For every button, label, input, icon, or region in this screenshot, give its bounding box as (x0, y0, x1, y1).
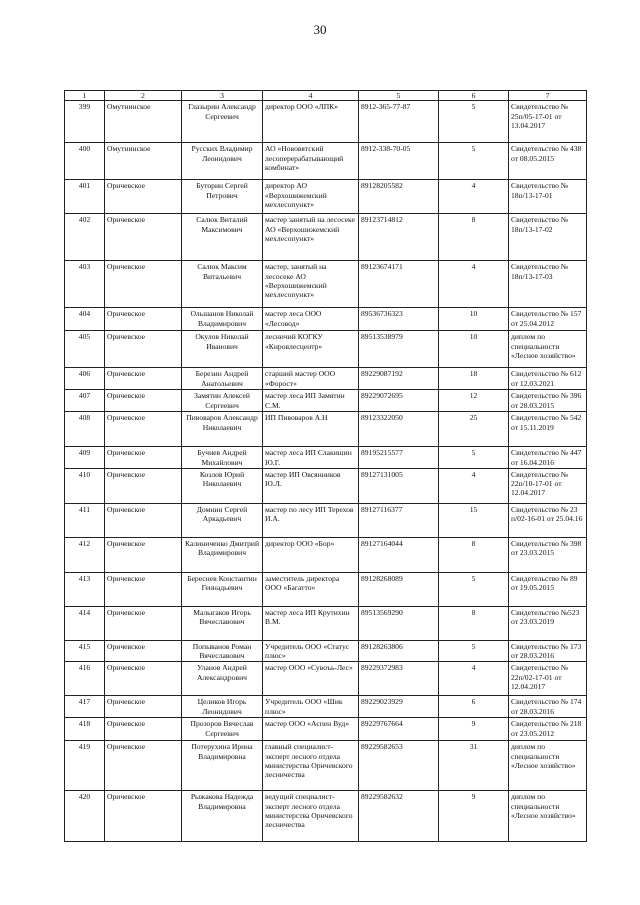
page-number: 30 (313, 22, 327, 37)
document-cell: Свидетельство № 18п/13-17-02 (509, 214, 587, 261)
experience-cell: 8 (439, 537, 509, 572)
name-cell: Окулов Николай Иванович (182, 331, 263, 368)
position-cell: заместитель директора ООО «Багатто» (263, 572, 359, 606)
forestry-cell: Оричевское (105, 261, 182, 308)
document-cell: Свидетельство № 612 от 12.03.2021 (509, 368, 587, 390)
forestry-cell: Оричевское (105, 331, 182, 368)
table-row (65, 741, 587, 791)
table-row (65, 606, 587, 640)
document-cell: диплом по специальности «Лесное хозяйство» (509, 791, 587, 842)
row-number: 402 (65, 214, 105, 261)
name-cell: Целиков Игорь Леонидович (182, 696, 263, 718)
position-cell: мастер леса ИП Крутихин В.М. (263, 606, 359, 640)
experience-cell: 9 (439, 718, 509, 741)
row-number: 399 (65, 101, 105, 143)
table-row (65, 447, 587, 469)
position-cell: директор ООО «Бор» (263, 537, 359, 572)
forestry-cell: Оричевское (105, 696, 182, 718)
phone-cell: 89229582632 (359, 791, 439, 842)
row-number: 406 (65, 368, 105, 390)
document-cell: Свидетельство № 173 от 28.03.2016 (509, 640, 587, 662)
row-number: 419 (65, 741, 105, 791)
phone-cell: 89229767664 (359, 718, 439, 741)
experience-cell: 10 (439, 331, 509, 368)
name-cell: Калиниченко Дмитрий Владимирович (182, 537, 263, 572)
experience-cell: 12 (439, 390, 509, 412)
phone-cell: 8912-338-70-05 (359, 143, 439, 180)
position-cell: мастер леса ИП Слакишин Ю.Г. (263, 447, 359, 469)
forestry-cell: Омутнинское (105, 101, 182, 143)
position-cell: мастер, занятый на лесосеке АО «Верхошижемский мехлесопункт» (263, 261, 359, 308)
forestry-cell: Омутнинское (105, 143, 182, 180)
position-cell: АО «Нововятский лесоперерабатывающий комбинат» (263, 143, 359, 180)
phone-cell: 89127131005 (359, 468, 439, 503)
row-number: 405 (65, 331, 105, 368)
table-row (65, 718, 587, 741)
experience-cell: 25 (439, 412, 509, 447)
row-number: 410 (65, 468, 105, 503)
phone-cell: 89127164044 (359, 537, 439, 572)
experience-cell: 9 (439, 791, 509, 842)
position-cell: мастер леса ООО «Лесовод» (263, 308, 359, 331)
row-number: 401 (65, 180, 105, 214)
phone-cell: 89229582653 (359, 741, 439, 791)
name-cell: Русских Владимир Леонидович (182, 143, 263, 180)
name-cell: Салюк Виталий Максимович (182, 214, 263, 261)
position-cell: Учредитель ООО «Шик плюс» (263, 696, 359, 718)
table-row (65, 368, 587, 390)
row-number: 417 (65, 696, 105, 718)
column-header: 2 (105, 91, 182, 101)
forestry-cell: Оричевское (105, 412, 182, 447)
table-row (65, 390, 587, 412)
phone-cell: 89229023929 (359, 696, 439, 718)
name-cell: Березин Андрей Анатольевич (182, 368, 263, 390)
table-row (65, 412, 587, 447)
forestry-cell: Оричевское (105, 741, 182, 791)
phone-cell: 89128268089 (359, 572, 439, 606)
experience-cell: 15 (439, 503, 509, 537)
document-cell: Свидетельство № 398 от 23.03.2015 (509, 537, 587, 572)
name-cell: Буторин Сергей Петрович (182, 180, 263, 214)
forestry-cell: Оричевское (105, 537, 182, 572)
phone-cell: 89128263806 (359, 640, 439, 662)
table-row (65, 101, 587, 143)
document-cell: диплом по специальности «Лесное хозяйство» (509, 331, 587, 368)
column-header: 5 (359, 91, 439, 101)
column-header: 1 (65, 91, 105, 101)
position-cell: мастер по лесу ИП Терехов И.А. (263, 503, 359, 537)
phone-cell: 89123714812 (359, 214, 439, 261)
forestry-cell: Оричевское (105, 572, 182, 606)
document-cell: Свидетельство № 25п/05-17-01 от 13.04.2017 (509, 101, 587, 143)
column-number-row (65, 91, 587, 101)
position-cell: мастер ООО «Аспен Вуд» (263, 718, 359, 741)
row-number: 416 (65, 662, 105, 696)
experience-cell: 5 (439, 143, 509, 180)
specialists-table (64, 90, 587, 842)
document-cell: Свидетельство № 542 от 15.11.2019 (509, 412, 587, 447)
row-number: 408 (65, 412, 105, 447)
name-cell: Попыванов Роман Вячеславович (182, 640, 263, 662)
table-row (65, 572, 587, 606)
phone-cell: 89127116377 (359, 503, 439, 537)
row-number: 407 (65, 390, 105, 412)
position-cell: старший мастер ООО «Форост» (263, 368, 359, 390)
forestry-cell: Оричевское (105, 390, 182, 412)
row-number: 413 (65, 572, 105, 606)
column-header: 3 (182, 91, 263, 101)
table-row (65, 696, 587, 718)
name-cell: Салюк Максим Витальевич (182, 261, 263, 308)
name-cell: Малыгаков Игорь Вячеславович (182, 606, 263, 640)
row-number: 404 (65, 308, 105, 331)
table-row (65, 214, 587, 261)
row-number: 409 (65, 447, 105, 469)
forestry-cell: Оричевское (105, 214, 182, 261)
name-cell: Пивоваров Александр Николаевич (182, 412, 263, 447)
position-cell: директор АО «Верхошижемский мехлесопункт» (263, 180, 359, 214)
forestry-cell: Оричевское (105, 606, 182, 640)
row-number: 412 (65, 537, 105, 572)
table-row (65, 143, 587, 180)
position-cell: мастер ИП Овсянников Ю.Л. (263, 468, 359, 503)
experience-cell: 8 (439, 214, 509, 261)
forestry-cell: Оричевское (105, 308, 182, 331)
phone-cell: 89229087192 (359, 368, 439, 390)
position-cell: мастер ООО «Сувоъь-Лес» (263, 662, 359, 696)
forestry-cell: Оричевское (105, 791, 182, 842)
name-cell: Бучнев Андрей Михайлович (182, 447, 263, 469)
forestry-cell: Оричевское (105, 368, 182, 390)
table-row (65, 308, 587, 331)
name-cell: Уланов Андрей Александрович (182, 662, 263, 696)
row-number: 418 (65, 718, 105, 741)
row-number: 411 (65, 503, 105, 537)
forestry-cell: Оричевское (105, 447, 182, 469)
name-cell: Потерухина Ирина Владимировна (182, 741, 263, 791)
position-cell: ведущий специалист-эксперт лесного отдела министерства Оричевского лесничества (263, 791, 359, 842)
forestry-cell: Оричевское (105, 468, 182, 503)
table-row (65, 261, 587, 308)
experience-cell: 4 (439, 662, 509, 696)
row-number: 400 (65, 143, 105, 180)
name-cell: Козлов Юрий Николаевич (182, 468, 263, 503)
table-row (65, 640, 587, 662)
phone-cell: 89536736323 (359, 308, 439, 331)
experience-cell: 4 (439, 261, 509, 308)
table-row (65, 662, 587, 696)
document-cell: Свидетельство № 438 от 08.05.2015 (509, 143, 587, 180)
row-number: 414 (65, 606, 105, 640)
phone-cell: 89229072695 (359, 390, 439, 412)
experience-cell: 5 (439, 640, 509, 662)
document-cell: диплом по специальности «Лесное хозяйство» (509, 741, 587, 791)
name-cell: Домнин Сергей Аркадьевич (182, 503, 263, 537)
experience-cell: 5 (439, 572, 509, 606)
phone-cell: 89123322050 (359, 412, 439, 447)
experience-cell: 8 (439, 606, 509, 640)
forestry-cell: Оричевское (105, 180, 182, 214)
experience-cell: 4 (439, 180, 509, 214)
phone-cell: 89513538979 (359, 331, 439, 368)
position-cell: Учредитель ООО «Статус плюс» (263, 640, 359, 662)
table-row (65, 503, 587, 537)
name-cell: Береснев Константин Геннадьевич (182, 572, 263, 606)
document-cell: Свидетельство № 396 от 28.03.2015 (509, 390, 587, 412)
document-cell: Свидетельство № 22п/02-17-01 от 12.04.2017 (509, 662, 587, 696)
document-cell: Свидетельство № 22п/10-17-01 от 12.04.2017 (509, 468, 587, 503)
phone-cell: 89513569290 (359, 606, 439, 640)
position-cell: директор ООО «ЛПК» (263, 101, 359, 143)
position-cell: мастер леса ИП Замятин С.М. (263, 390, 359, 412)
name-cell: Ольшанов Николай Владимирович (182, 308, 263, 331)
row-number: 403 (65, 261, 105, 308)
phone-cell: 8912-365-77-87 (359, 101, 439, 143)
document-cell: Свидетельство № 18п/13-17-03 (509, 261, 587, 308)
phone-cell: 89195215577 (359, 447, 439, 469)
experience-cell: 6 (439, 696, 509, 718)
forestry-cell: Оричевское (105, 640, 182, 662)
name-cell: Рыжакова Надежда Владимировна (182, 791, 263, 842)
document-cell: Свидетельство № 18п/13-17-01 (509, 180, 587, 214)
phone-cell: 89128205582 (359, 180, 439, 214)
position-cell: лесничий КОГКУ «Кировлесцентр» (263, 331, 359, 368)
name-cell: Замятин Алексей Сергеевич (182, 390, 263, 412)
document-cell: Свидетельство № 174 от 28.03.2016 (509, 696, 587, 718)
table-row (65, 791, 587, 842)
document-cell: Свидетельство № 157 от 25.04.2012 (509, 308, 587, 331)
document-cell: Свидетельство № 218 от 23.05.2012 (509, 718, 587, 741)
experience-cell: 5 (439, 101, 509, 143)
position-cell: ИП Пивоваров А.Н (263, 412, 359, 447)
name-cell: Прозоров Вячеслав Сергеевич (182, 718, 263, 741)
experience-cell: 18 (439, 368, 509, 390)
table-row (65, 331, 587, 368)
column-header: 6 (439, 91, 509, 101)
forestry-cell: Оричевское (105, 503, 182, 537)
document-cell: Свидетельство № 23 п/02-16-01 от 25.04.16 (509, 503, 587, 537)
column-header: 4 (263, 91, 359, 101)
experience-cell: 31 (439, 741, 509, 791)
document-cell: Свидетельство № 89 от 19.05.2015 (509, 572, 587, 606)
phone-cell: 89123674171 (359, 261, 439, 308)
document-cell: Свидетельство №523 от 23.03.2019 (509, 606, 587, 640)
position-cell: мастер занятый на лесосеке АО «Верхошижемский мехлесопункт» (263, 214, 359, 261)
row-number: 420 (65, 791, 105, 842)
name-cell: Глазырин Александр Сергеевич (182, 101, 263, 143)
experience-cell: 4 (439, 468, 509, 503)
position-cell: главный специалист-эксперт лесного отдела министерства Оричевского лесничества (263, 741, 359, 791)
forestry-cell: Оричевское (105, 718, 182, 741)
row-number: 415 (65, 640, 105, 662)
experience-cell: 5 (439, 447, 509, 469)
forestry-cell: Оричевское (105, 662, 182, 696)
document-cell: Свидетельство № 447 от 16.04.2016 (509, 447, 587, 469)
experience-cell: 10 (439, 308, 509, 331)
table-row (65, 180, 587, 214)
phone-cell: 89229372983 (359, 662, 439, 696)
table-row (65, 468, 587, 503)
column-header: 7 (509, 91, 587, 101)
table-row (65, 537, 587, 572)
